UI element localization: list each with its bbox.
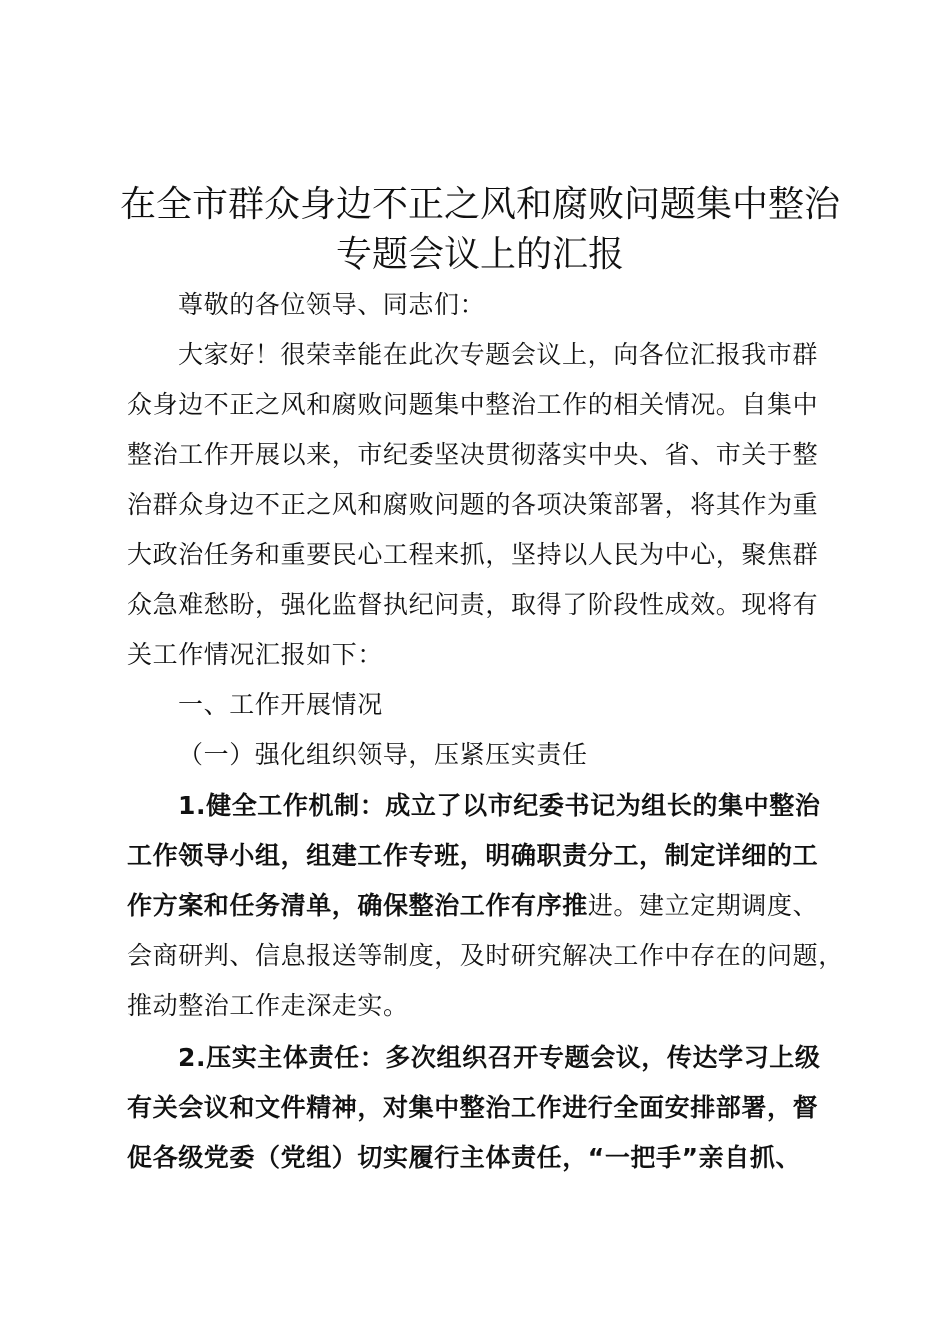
intro-line-6: 众急难愁盼，强化监督执纪问责，取得了阶段性成效。现将有	[127, 590, 819, 619]
salutation: 尊敬的各位领导、同志们：	[178, 290, 486, 319]
document-title-line-2: 专题会议上的汇报	[335, 234, 624, 275]
section-heading: 一、工作开展情况	[178, 690, 383, 719]
item1-line-4: 会商研判、信息报送等制度，及时研究解决工作中存在的问题，	[127, 941, 844, 970]
item1-line-3-normal: 进。建立定期调度、	[587, 891, 819, 920]
item1-line-2: 工作领导小组，组建工作专班，明确职责分工，制定详细的工	[127, 841, 819, 870]
item1-line-5: 推动整治工作走深走实。	[127, 991, 409, 1020]
intro-line-5: 大政治任务和重要民心工程来抓，坚持以人民为中心，聚焦群	[127, 540, 819, 569]
intro-line-7: 关工作情况汇报如下：	[127, 640, 384, 669]
intro-line-4: 治群众身边不正之风和腐败问题的各项决策部署，将其作为重	[127, 490, 819, 519]
intro-line-3: 整治工作开展以来，市纪委坚决贯彻落实中央、省、市关于整	[127, 440, 819, 469]
intro-line-1: 大家好！很荣幸能在此次专题会议上，向各位汇报我市群	[178, 340, 819, 369]
intro-line-2: 众身边不正之风和腐败问题集中整治工作的相关情况。自集中	[127, 390, 819, 419]
item2-line-1: 2.压实主体责任：多次组织召开专题会议，传达学习上级	[178, 1043, 821, 1072]
item1-line-1: 1.健全工作机制：成立了以市纪委书记为组长的集中整治	[178, 791, 821, 820]
item1-line-3-bold: 作方案和任务清单，确保整治工作有序推	[127, 891, 588, 920]
subsection-heading: （一）强化组织领导，压紧压实责任	[178, 740, 588, 769]
item1-line-3	[127, 888, 818, 924]
document-title-line-1: 在全市群众身边不正之风和腐败问题集中整治	[119, 184, 840, 225]
item2-line-2: 有关会议和文件精神，对集中整治工作进行全面安排部署，督	[127, 1093, 819, 1122]
item2-line-3: 促各级党委（党组）切实履行主体责任，“一把手”亲自抓、	[127, 1143, 802, 1172]
